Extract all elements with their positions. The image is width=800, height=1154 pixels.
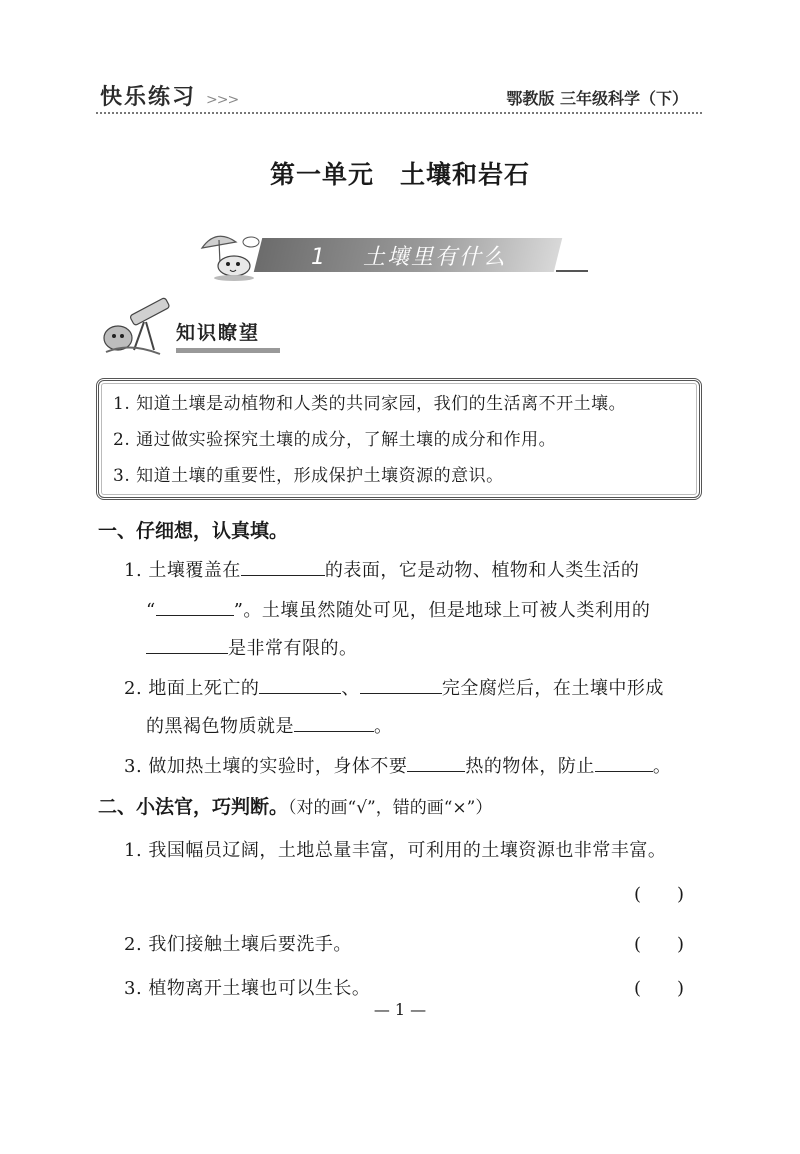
q3-text-b: 热的物体，防止 <box>465 756 595 777</box>
q3-text-a: 3. 做加热土壤的实验时，身体不要 <box>124 756 408 777</box>
judge-item-3: 3. 植物离开土壤也可以生长。 <box>124 978 371 999</box>
lesson-underline <box>556 270 588 272</box>
question-1-line-2 <box>146 596 650 622</box>
lesson-number: 1 <box>311 245 327 270</box>
lesson-heading <box>311 240 507 271</box>
objective-item: 2. 通过做实验探究土壤的成分，了解土壤的成分和作用。 <box>113 430 557 450</box>
q2-text-a: 2. 地面上死亡的 <box>124 678 260 699</box>
q1-blank-1[interactable] <box>241 557 325 576</box>
judge-item-2: 2. 我们接触土壤后要洗手。 <box>124 934 352 955</box>
objective-item: 1. 知道土壤是动植物和人类的共同家园，我们的生活离不开土壤。 <box>113 394 627 414</box>
question-3-line-1 <box>124 752 671 778</box>
question-1-line-3 <box>146 634 358 660</box>
objectives-box <box>96 378 702 500</box>
q2-blank-3[interactable] <box>294 713 374 732</box>
knowledge-header <box>100 292 290 362</box>
mascot-umbrella-icon <box>196 226 266 282</box>
section2-title-text: 二、小法官，巧判断。 <box>98 796 289 818</box>
question-2-line-2 <box>146 712 393 738</box>
judge-answer-1[interactable]: ( ) <box>634 884 685 905</box>
q1-text-e: 是非常有限的。 <box>228 638 358 659</box>
judge-item-1: 1. 我国幅员辽阔，土地总量丰富，可利用的土壤资源也非常丰富。 <box>124 840 667 861</box>
section2-subtitle: （对的画“√”，错的画“×”） <box>288 798 493 818</box>
q1-text-c: “ <box>146 600 156 621</box>
q2-blank-2[interactable] <box>360 675 442 694</box>
q2-text-b: 、 <box>341 678 360 699</box>
lesson-title: 土壤里有什么 <box>362 245 507 270</box>
q1-text-d: ”。土壤虽然随处可见，但是地球上可被人类利用的 <box>233 600 651 621</box>
q3-blank-2[interactable] <box>595 753 653 772</box>
objective-item: 3. 知道土壤的重要性，形成保护土壤资源的意识。 <box>113 466 504 486</box>
q1-blank-3[interactable] <box>146 635 228 654</box>
brand-title: 快乐练习 <box>100 84 197 110</box>
section1-title: 一、仔细想，认真填。 <box>98 520 289 542</box>
lesson-banner <box>196 226 596 282</box>
unit-title: 第一单元 土壤和岩石 <box>269 160 530 189</box>
judge-answer-2[interactable]: ( ) <box>634 934 685 955</box>
q3-blank-1[interactable] <box>407 753 465 772</box>
q2-text-e: 。 <box>374 716 393 737</box>
knowledge-label-bar <box>176 348 280 353</box>
header-divider <box>96 112 702 114</box>
q1-text-a: 1. 土壤覆盖在 <box>124 560 241 581</box>
edition-label: 鄂教版 三年级科学（下） <box>506 89 688 108</box>
q1-blank-2[interactable] <box>156 597 234 616</box>
q1-text-b: 的表面，它是动物、植物和人类生活的 <box>324 560 640 581</box>
chevrons-decoration: >>> <box>206 92 239 108</box>
knowledge-label: 知识瞭望 <box>176 322 261 344</box>
telescope-icon <box>100 292 180 358</box>
question-2-line-1 <box>124 674 664 700</box>
question-1-line-1 <box>124 556 639 582</box>
q2-text-c: 完全腐烂后，在土壤中形成 <box>441 678 664 699</box>
page-number: — 1 — <box>373 1000 427 1019</box>
section2-title <box>98 792 492 819</box>
judge-answer-3[interactable]: ( ) <box>634 978 685 999</box>
q2-blank-1[interactable] <box>259 675 341 694</box>
q3-text-c: 。 <box>652 756 672 777</box>
q2-text-d: 的黑褐色物质就是 <box>146 716 294 737</box>
header-brand <box>100 77 238 113</box>
